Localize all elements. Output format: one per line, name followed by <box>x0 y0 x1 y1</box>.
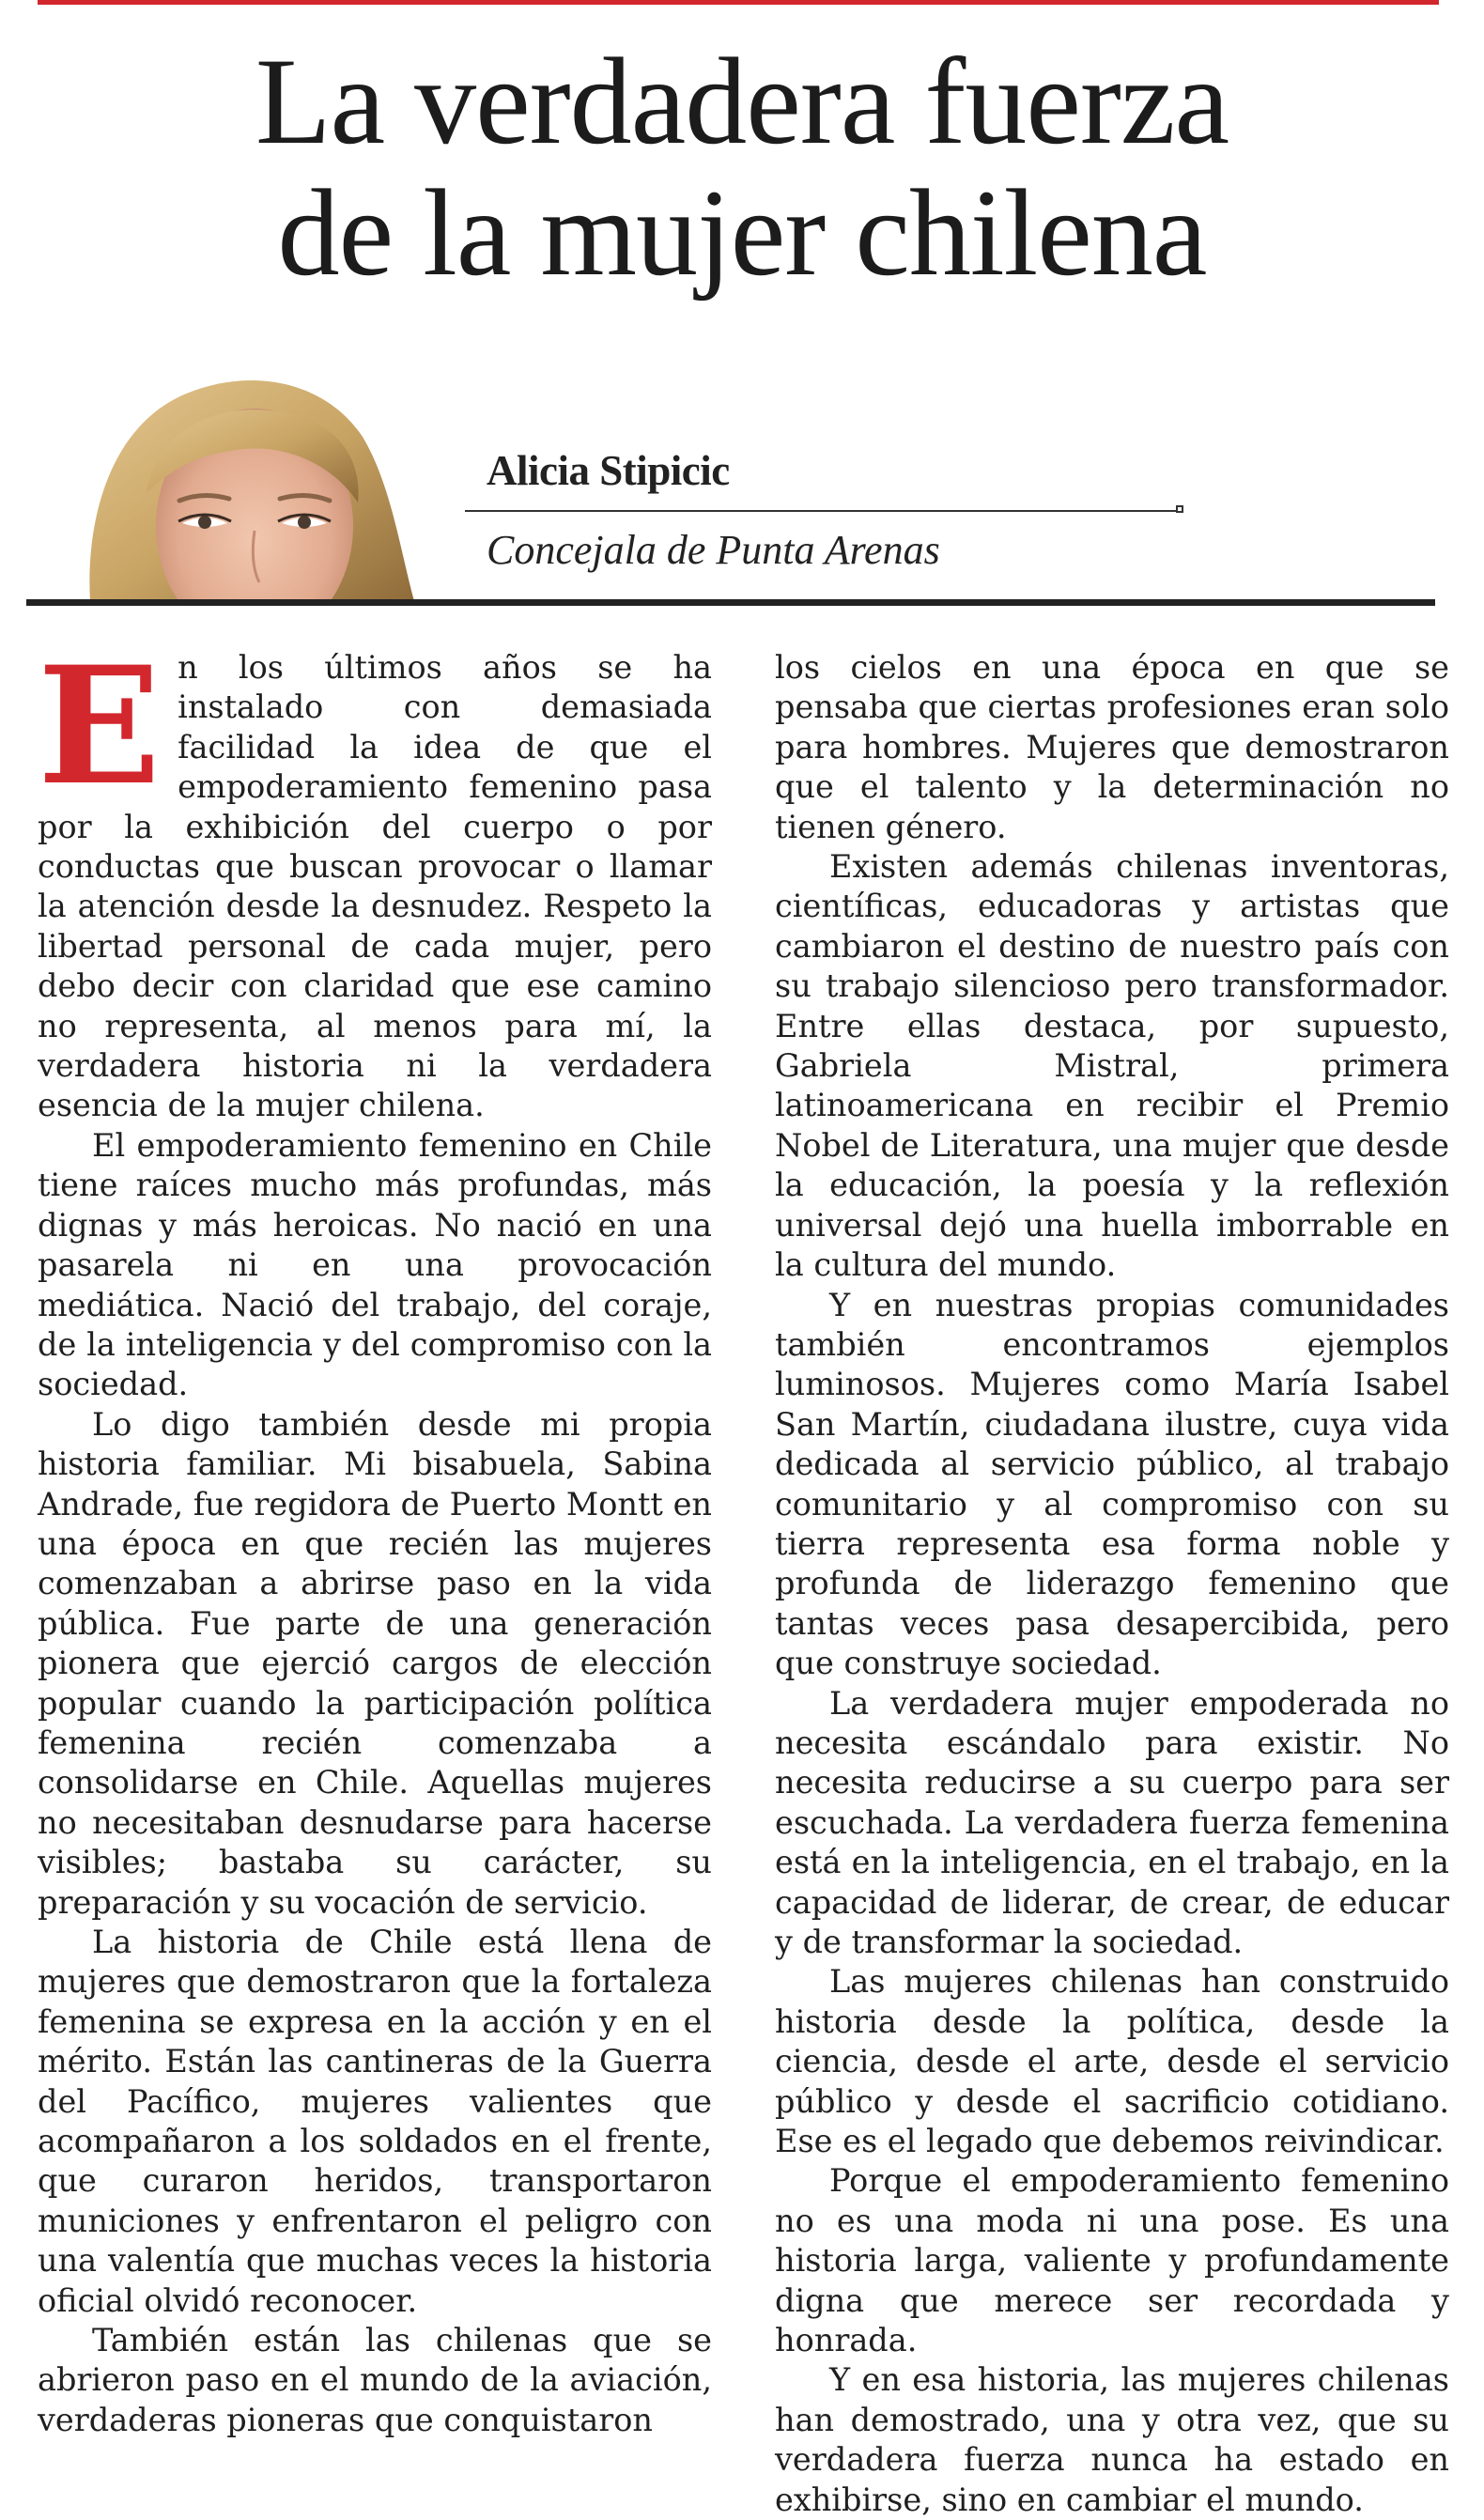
author-name: Alicia Stipicic <box>487 447 730 494</box>
drop-cap: E <box>38 630 162 821</box>
article-paragraph: Y en nuestras propias comunidades también encontramos ejemplos luminosos. Mujeres como María Isabel San Martín, ciudadana ilustre, cuya vida dedicada al servicio público, al trabajo comunitario y al compromiso con su tierra representa esa forma noble y profunda de liderazgo femenino que tantas veces pasa desapercibida, pero que construye sociedad. <box>775 1286 1449 1682</box>
author-role: Concejala de Punta Arenas <box>487 527 940 573</box>
article-column-right <box>775 648 1449 2520</box>
article-paragraph: El empoderamiento femenino en Chile tiene raíces mucho más profundas, más dignas y más heroicas. No nació en una pasarela ni en una provocación mediática. Nació del trabajo, del coraje, de la inteligencia y del compromiso con la sociedad. <box>38 1126 712 1403</box>
top-accent-rule <box>38 0 1439 5</box>
article-paragraph: También están las chilenas que se abrieron paso en el mundo de la aviación, verdaderas pioneras que conquistaron <box>38 2322 712 2438</box>
headline <box>0 32 1484 301</box>
article-column-left <box>38 630 712 2440</box>
article-paragraph: Las mujeres chilenas han construido historia desde la política, desde la ciencia, desde el arte, desde el servicio público y desde el sacrificio cotidiano. Ese es el legado que debemos reivindicar. <box>775 1963 1449 2160</box>
article-paragraph: Existen además chilenas inventoras, científicas, educadoras y artistas que cambiaron el destino de nuestro país con su trabajo silencioso pero transformador. Entre ellas destaca, por supuesto, Gabriela Mistral, primera latinoamericana en recibir el Premio Nobel de Literatura, una mujer que desde la educación, la poesía y la reflexión universal dejó una huella imborrable en la cultura del mundo. <box>775 848 1449 1284</box>
article-paragraph <box>38 630 712 1126</box>
headline-line-1: La verdadera fuerza <box>255 32 1229 170</box>
author-portrait <box>81 362 419 601</box>
article-paragraph: Lo digo también desde mi propia historia familiar. Mi bisabuela, Sabina Andrade, fue regidora de Puerto Montt en una época en que recién las mujeres comenzaban a abrirse paso en la vida pública. Fue parte de una generación pionera que ejerció cargos de elección popular cuando la participación política femenina recién comenzaba a consolidarse en Chile. Aquellas mujeres no necesitaban desnudarse para hacerse visibles; bastaba su carácter, su preparación y su vocación de servicio. <box>38 1405 712 1921</box>
portrait-image <box>81 362 419 601</box>
article-paragraph: La verdadera mujer empoderada no necesita escándalo para existir. No necesita reducirse a su cuerpo para ser escuchada. La verdadera fuerza femenina está en la inteligencia, en el trabajo, en la capacidad de liderar, de crear, de educar y de transformar la sociedad. <box>775 1684 1449 1960</box>
author-divider <box>465 510 1179 512</box>
byline-rule <box>26 599 1435 606</box>
article-paragraph: La historia de Chile está llena de mujeres que demostraron que la fortaleza femenina se expresa en la acción y en el mérito. Están las cantineras de la Guerra del Pacífico, mujeres valientes que acompañaron a los soldados en el frente, que curaron heridos, transportaron municiones y enfrentaron el peligro con una valentía que muchas veces la historia oficial olvidó reconocer. <box>38 1924 712 2319</box>
headline-line-2: de la mujer chilena <box>277 163 1207 301</box>
article-paragraph: Porque el empoderamiento femenino no es una moda ni una pose. Es una historia larga, valiente y profundamente digna que merece ser recordada y honrada. <box>775 2162 1449 2359</box>
paragraph-text: n los últimos años se ha instalado con demasiada facilidad la idea de que el empoderamiento femenino pasa por la exhibición del cuerpo o por conductas que buscan provocar o llamar la atención desde la desnudez. Respeto la libertad personal de cada mujer, pero debo decir con claridad que ese camino no representa, al menos para mí, la verdadera historia ni la verdadera esencia de la mujer chilena. <box>38 649 712 1124</box>
divider-end-marker <box>1176 505 1183 513</box>
article-paragraph: Y en esa historia, las mujeres chilenas han demostrado, una y otra vez, que su verdadera fuerza nunca ha estado en exhibirse, sino en cambiar el mundo. <box>775 2361 1449 2518</box>
article-paragraph-continued: los cielos en una época en que se pensaba que ciertas profesiones eran solo para hombres. Mujeres que demostraron que el talento y la determinación no tienen género. <box>775 649 1449 845</box>
